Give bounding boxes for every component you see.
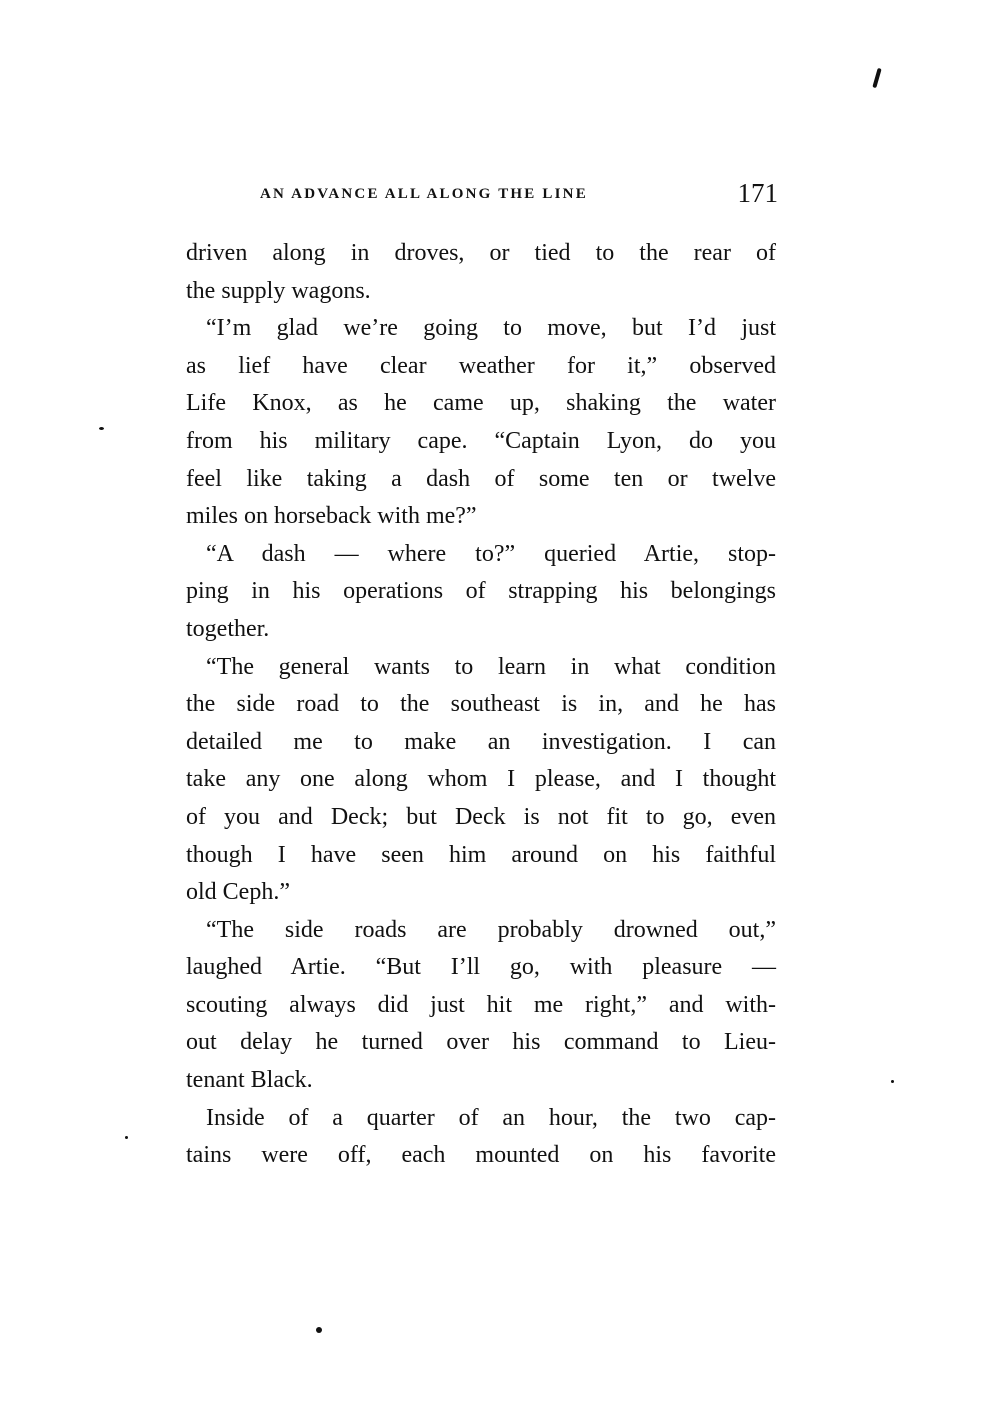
- text-line: laughed Artie. “But I’ll go, with pleasure —: [186, 954, 776, 981]
- page-header: [186, 178, 778, 218]
- text-line: detailed me to make an investigation. I can: [186, 728, 776, 755]
- text-line: miles on horseback with me?”: [186, 503, 477, 530]
- ink-speck: [316, 1327, 322, 1333]
- ink-speck: [125, 1136, 128, 1139]
- text-line: ping in his operations of strapping his belongings: [186, 578, 776, 605]
- body-text: [186, 235, 776, 1175]
- text-line: “A dash — where to?” queried Artie, stop-: [206, 540, 776, 567]
- running-title: AN ADVANCE ALL ALONG THE LINE: [260, 186, 588, 202]
- ink-speck: [99, 427, 104, 430]
- text-line: tenant Black.: [186, 1067, 313, 1094]
- text-line: though I have seen him around on his faithful: [186, 841, 776, 868]
- text-line: the supply wagons.: [186, 277, 371, 304]
- text-line: take any one along whom I please, and I thought: [186, 766, 776, 793]
- text-line: Inside of a quarter of an hour, the two cap-: [206, 1104, 776, 1131]
- text-line: feel like taking a dash of some ten or twelve: [186, 465, 776, 492]
- text-line: old Ceph.”: [186, 879, 290, 906]
- text-line: Life Knox, as he came up, shaking the water: [186, 390, 776, 417]
- ink-mark: [872, 68, 881, 88]
- page-number: 171: [737, 178, 778, 208]
- text-line: “The side roads are probably drowned out,”: [206, 916, 776, 943]
- text-line: from his military cape. “Captain Lyon, do you: [186, 427, 776, 454]
- text-line: scouting always did just hit me right,” and with-: [186, 991, 776, 1018]
- text-line: tains were off, each mounted on his favorite: [186, 1142, 776, 1169]
- text-line: together.: [186, 615, 270, 642]
- text-line: as lief have clear weather for it,” observed: [186, 352, 776, 379]
- ink-speck: [891, 1080, 894, 1083]
- text-line: of you and Deck; but Deck is not fit to go, even: [186, 803, 776, 830]
- text-line: out delay he turned over his command to Lieu-: [186, 1029, 776, 1056]
- text-line: “I’m glad we’re going to move, but I’d just: [206, 315, 776, 342]
- text-line: “The general wants to learn in what condition: [206, 653, 776, 680]
- text-line: driven along in droves, or tied to the rear of: [186, 240, 776, 266]
- text-line: the side road to the southeast is in, and he has: [186, 691, 776, 718]
